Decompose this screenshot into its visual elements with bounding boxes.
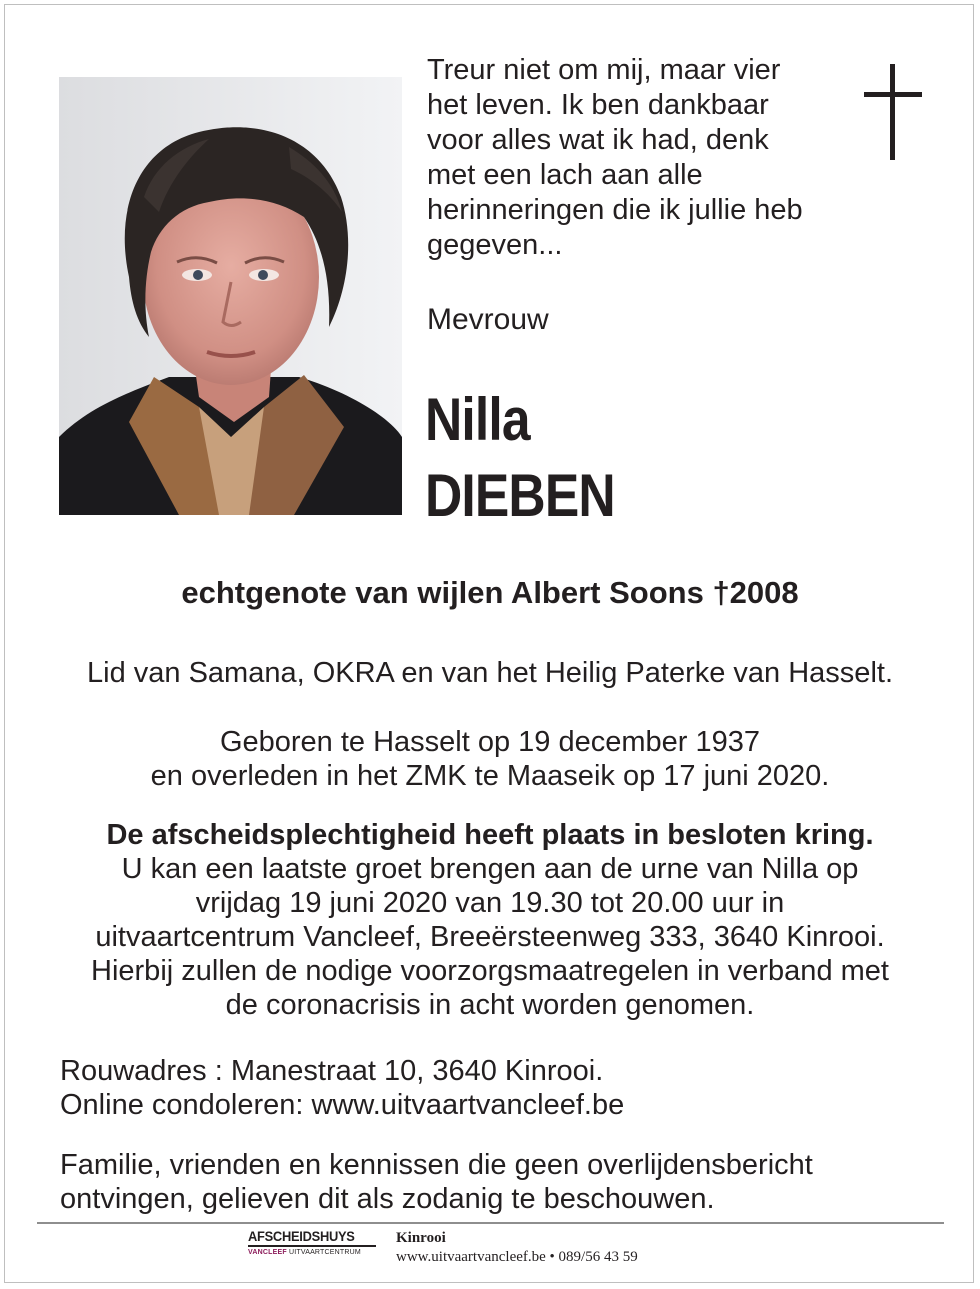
life-dates <box>30 725 950 793</box>
spouse-line: echtgenote van wijlen Albert Soons †2008 <box>181 575 799 610</box>
membership-line: Lid van Samana, OKRA en van het Heilig Paterke van Hasselt. <box>87 657 893 689</box>
verse-line: voor alles wat ik had, denk <box>427 124 769 156</box>
ceremony-line: Hierbij zullen de nodige voorzorgsmaatregelen in verband met <box>91 955 889 987</box>
birth-line: Geboren te Hasselt op 19 december 1937 <box>219 726 761 758</box>
cross-icon <box>864 64 922 160</box>
first-name: Nilla <box>425 386 530 453</box>
ceremony-info <box>30 818 950 1022</box>
logo-sub-plain: UITVAARTCENTRUM <box>288 1249 361 1256</box>
verse-line: het leven. Ik ben dankbaar <box>427 89 769 121</box>
logo-sub-accent: VANCLEEF <box>248 1249 287 1256</box>
contact-info <box>60 1054 940 1122</box>
verse-line: Treur niet om mij, maar vier <box>427 54 781 86</box>
notice-line: Familie, vrienden en kennissen die geen overlijdensbericht <box>60 1149 813 1181</box>
ceremony-heading: De afscheidsplechtigheid heeft plaats in besloten kring. <box>106 819 874 851</box>
logo-bar <box>248 1245 376 1247</box>
funeral-home-logo <box>248 1229 378 1257</box>
ceremony-line: de coronacrisis in acht worden genomen. <box>225 989 755 1021</box>
verse-line: herinneringen die ik jullie heb <box>427 194 803 226</box>
footer-town: Kinrooi <box>396 1230 446 1246</box>
ceremony-line: vrijdag 19 juni 2020 van 19.30 tot 20.00 uur in <box>195 887 785 919</box>
notice-line: ontvingen, gelieven dit als zodanig te beschouwen. <box>60 1183 715 1215</box>
notice <box>60 1148 940 1216</box>
memorial-verse <box>427 53 857 263</box>
mourning-address: Rouwadres : Manestraat 10, 3640 Kinrooi. <box>60 1055 604 1087</box>
ceremony-line: uitvaartcentrum Vancleef, Breeërsteenweg 333, 3640 Kinrooi. <box>95 921 885 953</box>
online-condolence: Online condoleren: www.uitvaartvancleef.be <box>60 1089 625 1121</box>
footer-contact: www.uitvaartvancleef.be • 089/56 43 59 <box>396 1249 638 1265</box>
logo-wordmark: AFSCHEIDSHUYS <box>248 1228 355 1244</box>
honorific-title: Mevrouw <box>427 303 549 336</box>
footer-divider <box>37 1222 944 1224</box>
last-name: DIEBEN <box>425 462 615 529</box>
logo-subline <box>248 1248 378 1257</box>
verse-line: met een lach aan alle <box>427 159 703 191</box>
portrait-photo <box>59 77 402 515</box>
footer-info <box>396 1229 638 1267</box>
death-line: en overleden in het ZMK te Maaseik op 17 juni 2020. <box>150 760 830 792</box>
verse-line: gegeven... <box>427 229 563 261</box>
ceremony-line: U kan een laatste groet brengen aan de urne van Nilla op <box>121 853 859 885</box>
